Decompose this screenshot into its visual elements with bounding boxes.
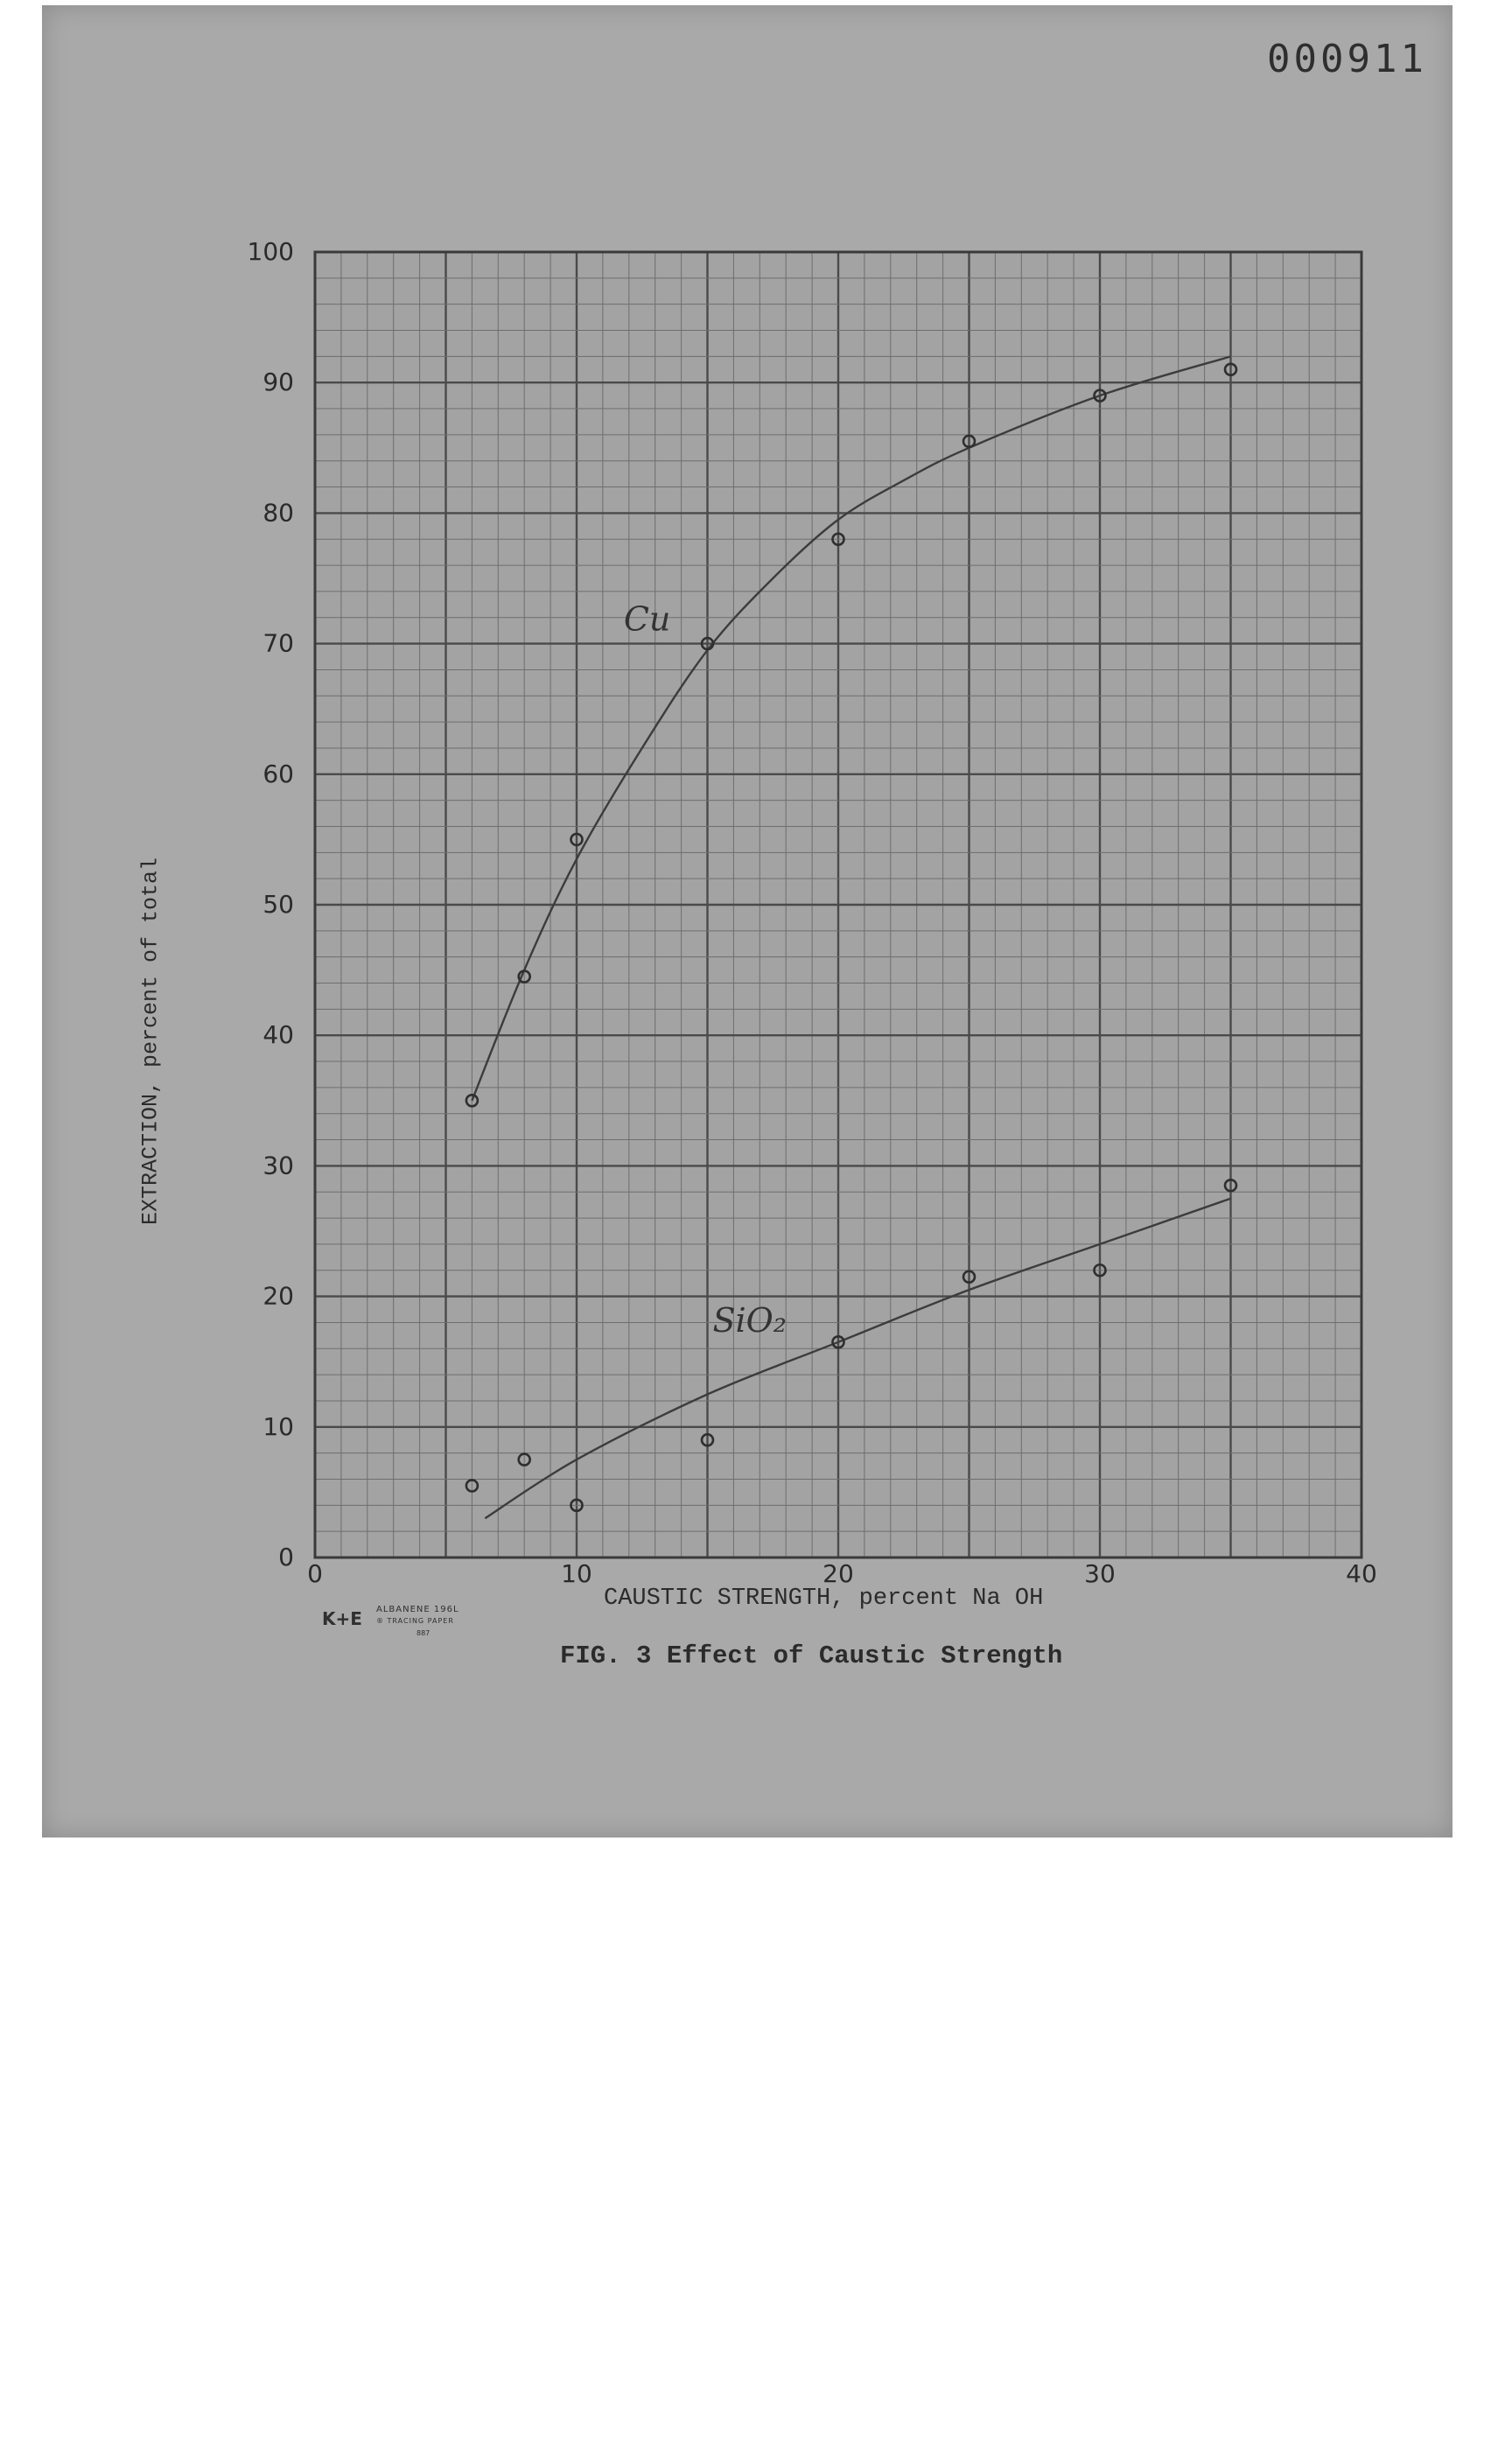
y-tick-label: 50	[262, 890, 294, 919]
y-tick-label: 80	[262, 498, 294, 528]
x-tick-label: 40	[1346, 1559, 1377, 1588]
x-tick-label: 0	[307, 1559, 323, 1588]
series-label-sio2: SiO₂	[712, 1300, 788, 1340]
grid	[315, 252, 1362, 1558]
series-label-cu: Cu	[623, 599, 671, 639]
y-axis-label: EXTRACTION, percent of total	[137, 857, 164, 1226]
sheet-number: 000911	[1267, 37, 1427, 81]
y-tick-label: 10	[262, 1411, 294, 1441]
brand-line-2: ® TRACING PAPER	[376, 1617, 454, 1625]
y-tick-label: 20	[262, 1281, 294, 1311]
x-tick-label: 10	[561, 1559, 592, 1588]
brand-line-3: 887	[416, 1629, 430, 1637]
y-tick-label: 70	[262, 628, 294, 658]
y-tick-label: 0	[278, 1543, 294, 1572]
y-tick-label: 90	[262, 368, 294, 397]
x-tick-label: 20	[822, 1559, 854, 1588]
figure-caption: FIG. 3 Effect of Caustic Strength	[560, 1642, 1063, 1670]
brand-line-1: ALBANENE 196L	[376, 1605, 459, 1614]
brand-logo: K+E	[322, 1608, 362, 1629]
y-tick-label: 30	[262, 1151, 294, 1180]
y-tick-label: 60	[262, 759, 294, 788]
x-axis-label: CAUSTIC STRENGTH, percent Na OH	[604, 1586, 1044, 1612]
y-tick-label: 100	[247, 237, 294, 266]
x-tick-label: 30	[1084, 1559, 1116, 1588]
y-tick-label: 40	[262, 1020, 294, 1050]
